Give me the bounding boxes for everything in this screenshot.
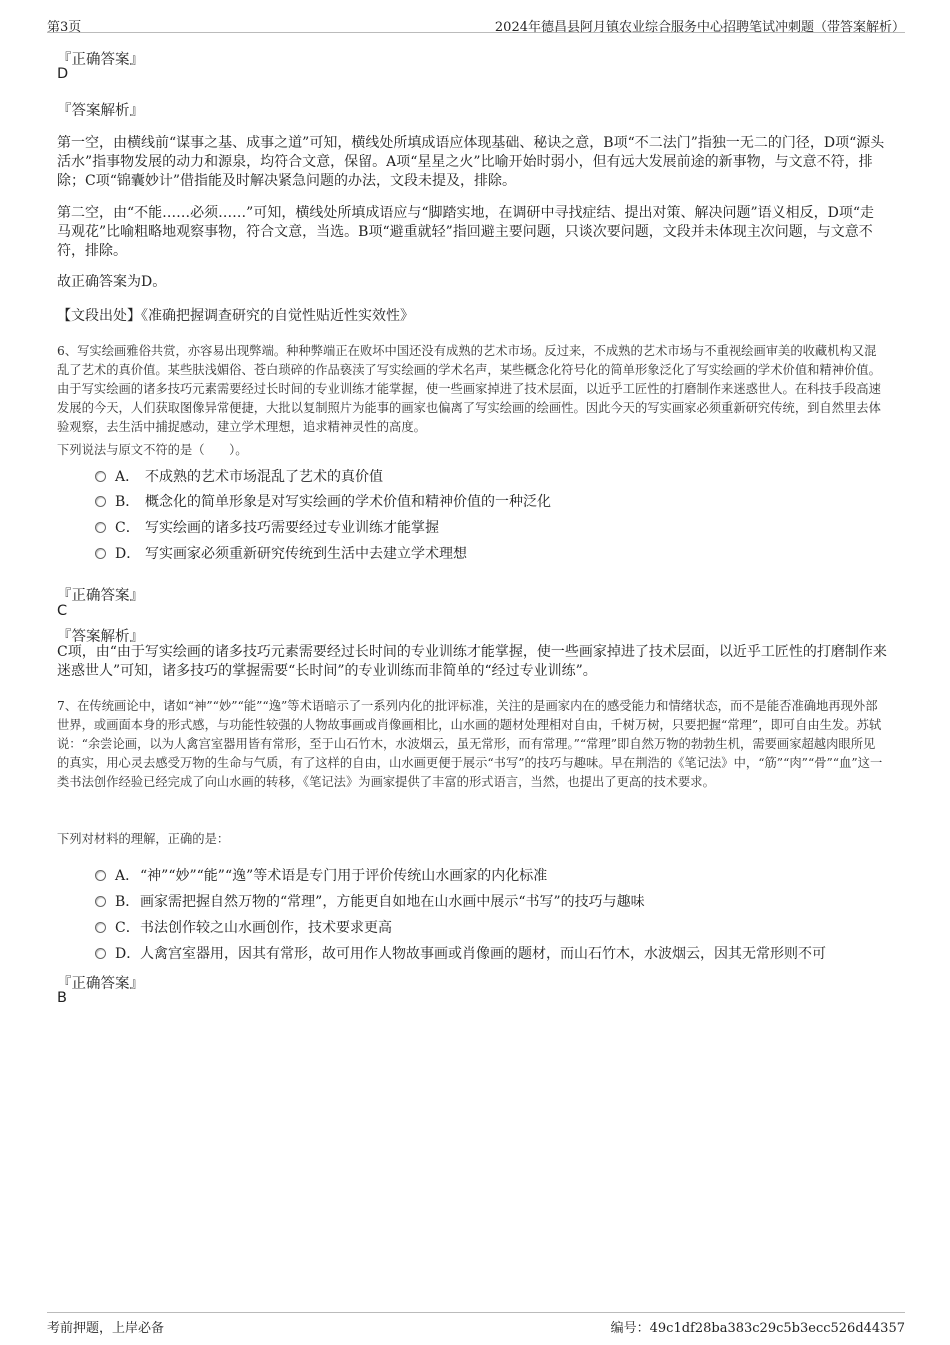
- radio-button[interactable]: [95, 948, 106, 959]
- q5-source: 【文段出处】《准确把握调查研究的自觉性贴近性实效性》: [57, 308, 414, 324]
- option-text: 概念化的简单形象是对写实绘画的学术价值和精神价值的一种泛化: [145, 494, 551, 510]
- option-letter: B．: [115, 894, 140, 910]
- q6-stem: 6、写实绘画雅俗共赏，亦容易出现弊端。种种弊端正在败坏中国还没有成熟的艺术市场。反过来，不成熟的艺术市场与不重视绘画审美的收藏机构又混乱了艺术的真价值。某些肤浅媚俗、苍白琐碎的作品亵渎了写实绘画的学术名声，某些概念化符号化的简单形象泛化了写实绘画的学术价值和精神价值。由于写实绘画的诸多技巧元素需要经过长时间的专业训练才能掌握，使一些画家掉进了技术层面，以近乎工匠性的打磨制作来迷惑世人。在科技手段高速发展的今天，人们获取图像异常便捷，大批以复制照片为能事的画家也偏离了写实绘画的绘画性。因此今天的写实画家必须重新研究传统，到自然里去体验观察，去生活中捕捉感动，建立学术理想，追求精神灵性的高度。: [57, 344, 881, 434]
- option-text: 不成熟的艺术市场混乱了艺术的真价值: [145, 469, 383, 485]
- q7-option-d[interactable]: [95, 943, 915, 963]
- q5-answer-label: 『正确答案』: [57, 52, 144, 68]
- q7-option-c[interactable]: [95, 917, 915, 937]
- radio-button[interactable]: [95, 496, 106, 507]
- radio-button[interactable]: [95, 471, 106, 482]
- q5-analysis-label: 『答案解析』: [57, 103, 144, 119]
- q5-conclusion: 故正确答案为D。: [57, 274, 167, 290]
- q6-option-a[interactable]: [95, 466, 915, 486]
- q7-option-a[interactable]: [95, 865, 915, 885]
- q6-option-b[interactable]: [95, 491, 915, 511]
- option-letter: D．: [115, 546, 141, 562]
- page-header: [47, 12, 905, 33]
- page-number: 第3页: [47, 20, 82, 35]
- document-title: 2024年德昌县阿月镇农业综合服务中心招聘笔试冲刺题（带答案解析）: [494, 20, 905, 35]
- q7-answer-label: 『正确答案』: [57, 976, 144, 992]
- radio-button[interactable]: [95, 896, 106, 907]
- q6-analysis-label: 『答案解析』: [57, 629, 144, 645]
- q5-answer: D: [57, 66, 69, 82]
- q6-analysis: C项，由“由于写实绘画的诸多技巧元素需要经过长时间的专业训练才能掌握，使一些画家掉进了技术层面，以近乎工匠性的打磨制作来迷惑世人”可知，诸多技巧的掌握需要“长时间”的专业训练而非简单的“经过专业训练”。: [57, 644, 887, 679]
- option-text: 写实绘画的诸多技巧需要经过专业训练才能掌握: [145, 520, 439, 536]
- option-text: 画家需把握自然万物的“常理”，方能更自如地在山水画中展示“书写”的技巧与趣味: [140, 894, 645, 910]
- q7-question: 下列对材料的理解，正确的是：: [57, 832, 230, 846]
- document-code: 编号：49c1df28ba383c29c5b3ecc526d44357: [610, 1321, 905, 1336]
- option-letter: C．: [115, 520, 140, 536]
- option-text: 写实画家必须重新研究传统到生活中去建立学术理想: [145, 546, 467, 562]
- q6-option-d[interactable]: [95, 543, 915, 563]
- q6-question: 下列说法与原文不符的是（ ）。: [57, 443, 248, 457]
- radio-button[interactable]: [95, 870, 106, 881]
- option-letter: A．: [115, 868, 140, 884]
- option-letter: D．: [115, 946, 141, 962]
- q7-stem: 7、在传统画论中，诸如“神”“妙”“能”“逸”等术语暗示了一系列内化的批评标准，关注的是画家内在的感受能力和情绪状态，而不是能否准确地再现外部世界，或画面本身的形式感，与功能性较强的人物故事画或肖像画相比，山水画的题材处理相对自由，千树万树，只要把握“常理”，即可自由生发。苏轼说：“余尝论画，以为人禽宫室器用皆有常形，至于山石竹木，水波烟云，虽无常形，而有常理。”“常理”即自然万物的勃勃生机，需要画家超越肉眼所见的真实，用心灵去感受万物的生命与气质，有了这样的自由，山水画更便于展示“书写”的技巧与趣味。早在荆浩的《笔记法》中，“筋”“肉”“骨”“血”这一类书法创作经验已经完成了向山水画的转移，《笔记法》为画家提供了丰富的形式语言，当然，也提出了更高的技术要求。: [57, 699, 883, 789]
- page-footer: [47, 1312, 905, 1339]
- option-text: “神”“妙”“能”“逸”等术语是专门用于评价传统山水画家的内化标准: [140, 868, 548, 884]
- q6-option-c[interactable]: [95, 517, 915, 537]
- option-letter: C．: [115, 920, 140, 936]
- option-letter: A．: [115, 469, 140, 485]
- radio-button[interactable]: [95, 522, 106, 533]
- option-letter: B．: [115, 494, 140, 510]
- q6-answer-label: 『正确答案』: [57, 588, 144, 604]
- radio-button[interactable]: [95, 548, 106, 559]
- q7-answer: B: [57, 990, 67, 1006]
- option-text: 书法创作较之山水画创作，技术要求更高: [140, 920, 392, 936]
- q5-analysis-para2: 第二空，由“不能……必须……”可知，横线处所填成语应与“脚踏实地，在调研中寻找症结、提出对策、解决问题”语义相反，D项“走马观花”比喻粗略地观察事物，符合文意，当选。B项“避重就轻”指回避主要问题，只谈次要问题，文段并未体现主次问题，与文意不符，排除。: [57, 205, 875, 259]
- option-text: 人禽宫室器用，因其有常形，故可用作人物故事画或肖像画的题材，而山石竹木，水波烟云，因其无常形则不可: [140, 946, 826, 962]
- radio-button[interactable]: [95, 922, 106, 933]
- footer-slogan: 考前押题，上岸必备: [47, 1321, 165, 1336]
- q7-option-b[interactable]: [95, 891, 915, 911]
- q5-analysis-para1: 第一空，由横线前“谋事之基、成事之道”可知，横线处所填成语应体现基础、秘诀之意，B项“不二法门”指独一无二的门径，D项“源头活水”指事物发展的动力和源泉，均符合文意，保留。A项“星星之火”比喻开始时弱小，但有远大发展前途的新事物，与文意不符，排除；C项“锦囊妙计”借指能及时解决紧急问题的办法，文段未提及，排除。: [57, 135, 885, 189]
- q6-answer: C: [57, 603, 68, 619]
